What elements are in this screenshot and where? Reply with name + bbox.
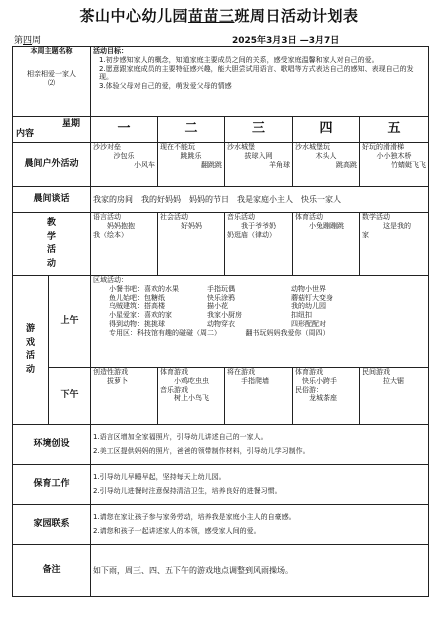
zones-cell <box>91 276 429 368</box>
family-line: 1.请您在家让孩子参与家务劳动，培养我是家庭小主人的自豪感。 <box>93 513 296 522</box>
zone-row <box>93 320 426 329</box>
family-label: 家园联系 <box>13 505 91 545</box>
zone-item: 小餐书吧：喜欢的水果 <box>109 284 179 293</box>
pm-line: 小鸡吃虫虫 <box>160 376 209 385</box>
environment-line: 2.美工区提供妈妈的照片，爸爸的领带制作材料，引导幼儿学习制作。 <box>93 447 310 455</box>
environment-cell <box>91 425 429 465</box>
game-pm-row <box>13 368 429 425</box>
zone-item: 得到动物：挑挑球 <box>109 319 165 328</box>
outdoor-item: 沙沙对垒 <box>93 143 121 151</box>
zone-row <box>93 311 426 320</box>
day-thursday: 四 <box>293 117 360 143</box>
family-cell <box>91 505 429 545</box>
teaching-row <box>13 213 429 276</box>
pm-line: 快乐小跨手 <box>295 376 337 385</box>
game-pm-label: 下午 <box>49 368 91 425</box>
outdoor-item: 翻跳跳 <box>201 160 222 169</box>
day-wednesday: 三 <box>225 117 293 143</box>
teaching-title: 体育活动 <box>295 213 323 221</box>
weekday-label: 星期 <box>61 119 80 129</box>
environment-label: 环境创设 <box>13 425 91 465</box>
date-range: 2025年3月3日 —3月7日 <box>232 36 340 46</box>
teaching-title: 音乐活动 <box>227 213 255 221</box>
care-line: 1.引导幼儿早睡早起，坚持每天上幼儿园。 <box>93 473 226 482</box>
family-line: 2.请您和孩子一起讲述家人的本领，感受家人间的爱。 <box>93 527 261 535</box>
zone-item: 我的幼儿园 <box>291 302 326 311</box>
day-header-row <box>13 117 429 143</box>
week-prefix: 第 <box>14 36 24 46</box>
day-monday: 一 <box>91 117 158 143</box>
teaching-label-char: 活 <box>46 245 56 255</box>
notes-content: 如下雨，周三、四、五下午的游戏地点调整到风雨操场。 <box>91 545 429 597</box>
care-line: 2.引导幼儿进餐时注意保持清洁卫生，培养良好的进餐习惯。 <box>93 487 282 495</box>
teaching-cell <box>91 213 158 276</box>
day-friday: 五 <box>360 117 429 143</box>
care-row <box>13 465 429 505</box>
zone-item: 四形配配对 <box>291 319 326 328</box>
outdoor-item: 好玩的滑滑梯 <box>362 143 404 151</box>
game-label-char: 动 <box>25 364 35 375</box>
week-value: 四 <box>23 36 33 46</box>
care-cell <box>91 465 429 505</box>
zone-row <box>93 285 426 294</box>
outdoor-item: 沙水城堡 <box>227 143 255 151</box>
pm-line: 音乐游戏 <box>160 385 188 394</box>
zone-item: 小星爱家：喜欢的家 <box>109 311 172 319</box>
pm-cell <box>158 368 225 425</box>
theme-row <box>13 47 429 117</box>
outdoor-item: 沙包乐 <box>113 151 135 160</box>
teaching-line: 妈妈抱抱 <box>93 221 135 230</box>
outdoor-cell <box>91 143 158 187</box>
theme-name-sub: ⑵ <box>48 78 55 87</box>
theme-name: 相亲相爱一家人 <box>27 69 76 78</box>
goals-cell <box>91 47 429 117</box>
teaching-cell <box>158 213 225 276</box>
outdoor-item: 羊角球 <box>269 160 290 169</box>
plan-table <box>12 46 429 597</box>
pm-cell <box>91 368 158 425</box>
notes-row <box>13 545 429 597</box>
outdoor-item: 跳高跳 <box>336 160 357 169</box>
teaching-line: 我（绘本） <box>93 230 128 239</box>
zone-item: 快乐涂鸦 <box>207 293 235 302</box>
zone-item: 扣纽扣 <box>291 311 312 319</box>
outdoor-cell <box>158 143 225 187</box>
outdoor-item: 木头人 <box>315 151 337 160</box>
zone-item: 描小花 <box>207 302 228 311</box>
game-am-label: 上午 <box>49 276 91 368</box>
zone-item: 我家小厨房 <box>207 311 242 319</box>
pm-title: 创造性游戏 <box>93 368 128 376</box>
class-name: 苗苗三 <box>187 7 235 25</box>
zones-special: 专用区：科技馆有趣的碰碰（周二） 翻书玩妈妈我爱你（周四） <box>109 328 330 337</box>
zone-item: 蘑菇钉大变身 <box>291 293 333 302</box>
game-label <box>13 276 49 425</box>
goal-item: 1.初步感知家人的概念，知道家庭主要成员之间的关系，感受家庭温馨和家人对自己的爱。 <box>99 55 379 64</box>
pm-cell <box>360 368 429 425</box>
teaching-title: 数学活动 <box>362 213 390 221</box>
outdoor-cell <box>360 143 429 187</box>
pm-line: 手指爬墙 <box>227 376 269 385</box>
game-label-char: 游 <box>25 324 35 334</box>
family-row <box>13 505 429 545</box>
title-suffix: 班周日活动计划表 <box>234 7 359 25</box>
title-prefix: 茶山中心幼儿园 <box>79 7 188 25</box>
outdoor-item: 沙水城堡玩 <box>295 143 330 151</box>
day-header-corner <box>13 117 91 143</box>
teaching-label-char: 动 <box>46 258 56 269</box>
zone-item: 动物穿衣 <box>207 319 235 328</box>
zone-item: 鱼儿始吧：包糖纸 <box>109 293 165 302</box>
notes-label: 备注 <box>13 545 91 597</box>
teaching-cell <box>293 213 360 276</box>
teaching-title: 语言活动 <box>93 213 121 221</box>
outdoor-item: 竹蜻蜓飞飞 <box>391 160 426 169</box>
teaching-line: 这是我的 <box>362 221 411 230</box>
talk-label: 晨间谈话 <box>13 187 91 213</box>
outdoor-cell <box>225 143 293 187</box>
outdoor-item: 拔球入网 <box>244 151 273 160</box>
goal-item: 2.愿意跟家庭成员的主要特征感兴趣，能大胆尝试用语言、歌唱等方式表达自己的感知、表现自己的发现。 <box>99 64 414 82</box>
environment-line: 1.语言区增加全家福照片，引导幼儿讲述自己的一家人。 <box>93 433 268 442</box>
zone-item: 手指玩偶 <box>207 284 235 293</box>
pm-line: 树上小鸟飞 <box>160 394 209 403</box>
week-suffix: 周 <box>32 36 42 46</box>
outdoor-cell <box>293 143 360 187</box>
teaching-title: 社会活动 <box>160 213 188 221</box>
pm-line: 拔萝卜 <box>93 376 128 385</box>
pm-cell <box>293 368 360 425</box>
teaching-line: 好妈妈 <box>160 221 202 230</box>
pm-line: 民俗游： <box>295 385 323 394</box>
teaching-line: 奶逛庙（律动） <box>227 230 276 239</box>
talk-content: 我家的房间 我的好妈妈 妈妈的节日 我是家庭小主人 快乐一家人 <box>91 187 429 213</box>
zone-row <box>93 302 426 311</box>
game-label-char: 活 <box>25 351 35 361</box>
teaching-line: 我于爷爷奶 <box>227 221 276 230</box>
game-label-char: 戏 <box>25 337 35 348</box>
pm-cell <box>225 368 293 425</box>
environment-row <box>13 425 429 465</box>
outdoor-item: 跳跳乐 <box>180 151 202 160</box>
outdoor-item: 现在不能玩 <box>160 143 195 151</box>
teaching-label-char: 教 <box>46 218 56 228</box>
content-label: 内容 <box>16 128 35 139</box>
pm-line: 拉大锯 <box>362 376 404 385</box>
outdoor-label: 晨间户外活动 <box>13 143 91 187</box>
talk-row <box>13 187 429 213</box>
game-am-row <box>13 276 429 368</box>
zones-title: 区域活动： <box>93 276 128 284</box>
zone-item: 动物小世界 <box>291 284 326 293</box>
pm-title: 将在游戏 <box>227 368 255 376</box>
pm-title: 体育游戏 <box>160 368 188 376</box>
theme-label: 本周主题名称 <box>30 47 73 55</box>
teaching-label <box>13 213 91 276</box>
teaching-cell <box>360 213 429 276</box>
outdoor-item: 小小独木桥 <box>376 151 412 160</box>
theme-cell <box>13 47 91 117</box>
pm-line: 龙城茶座 <box>295 394 337 403</box>
care-label: 保育工作 <box>13 465 91 505</box>
week-number <box>14 33 41 46</box>
pm-title: 民间游戏 <box>362 368 390 376</box>
teaching-line: 小兔蹦蹦跳 <box>295 221 344 230</box>
teaching-label-char: 学 <box>46 231 56 242</box>
zone-item: 乌贼建筑：搭高楼 <box>109 302 165 311</box>
outdoor-item: 小风车 <box>134 160 155 169</box>
page-title <box>0 5 438 26</box>
goal-item: 3.体验父母对自己的爱，萌发爱父母的情感 <box>99 82 232 90</box>
outdoor-row <box>13 143 429 187</box>
goals-label: 活动目标： <box>93 47 128 55</box>
teaching-cell <box>225 213 293 276</box>
pm-title: 体育游戏 <box>295 368 323 376</box>
teaching-line: 家 <box>362 230 369 239</box>
day-tuesday: 二 <box>158 117 225 143</box>
zone-row <box>93 294 426 303</box>
